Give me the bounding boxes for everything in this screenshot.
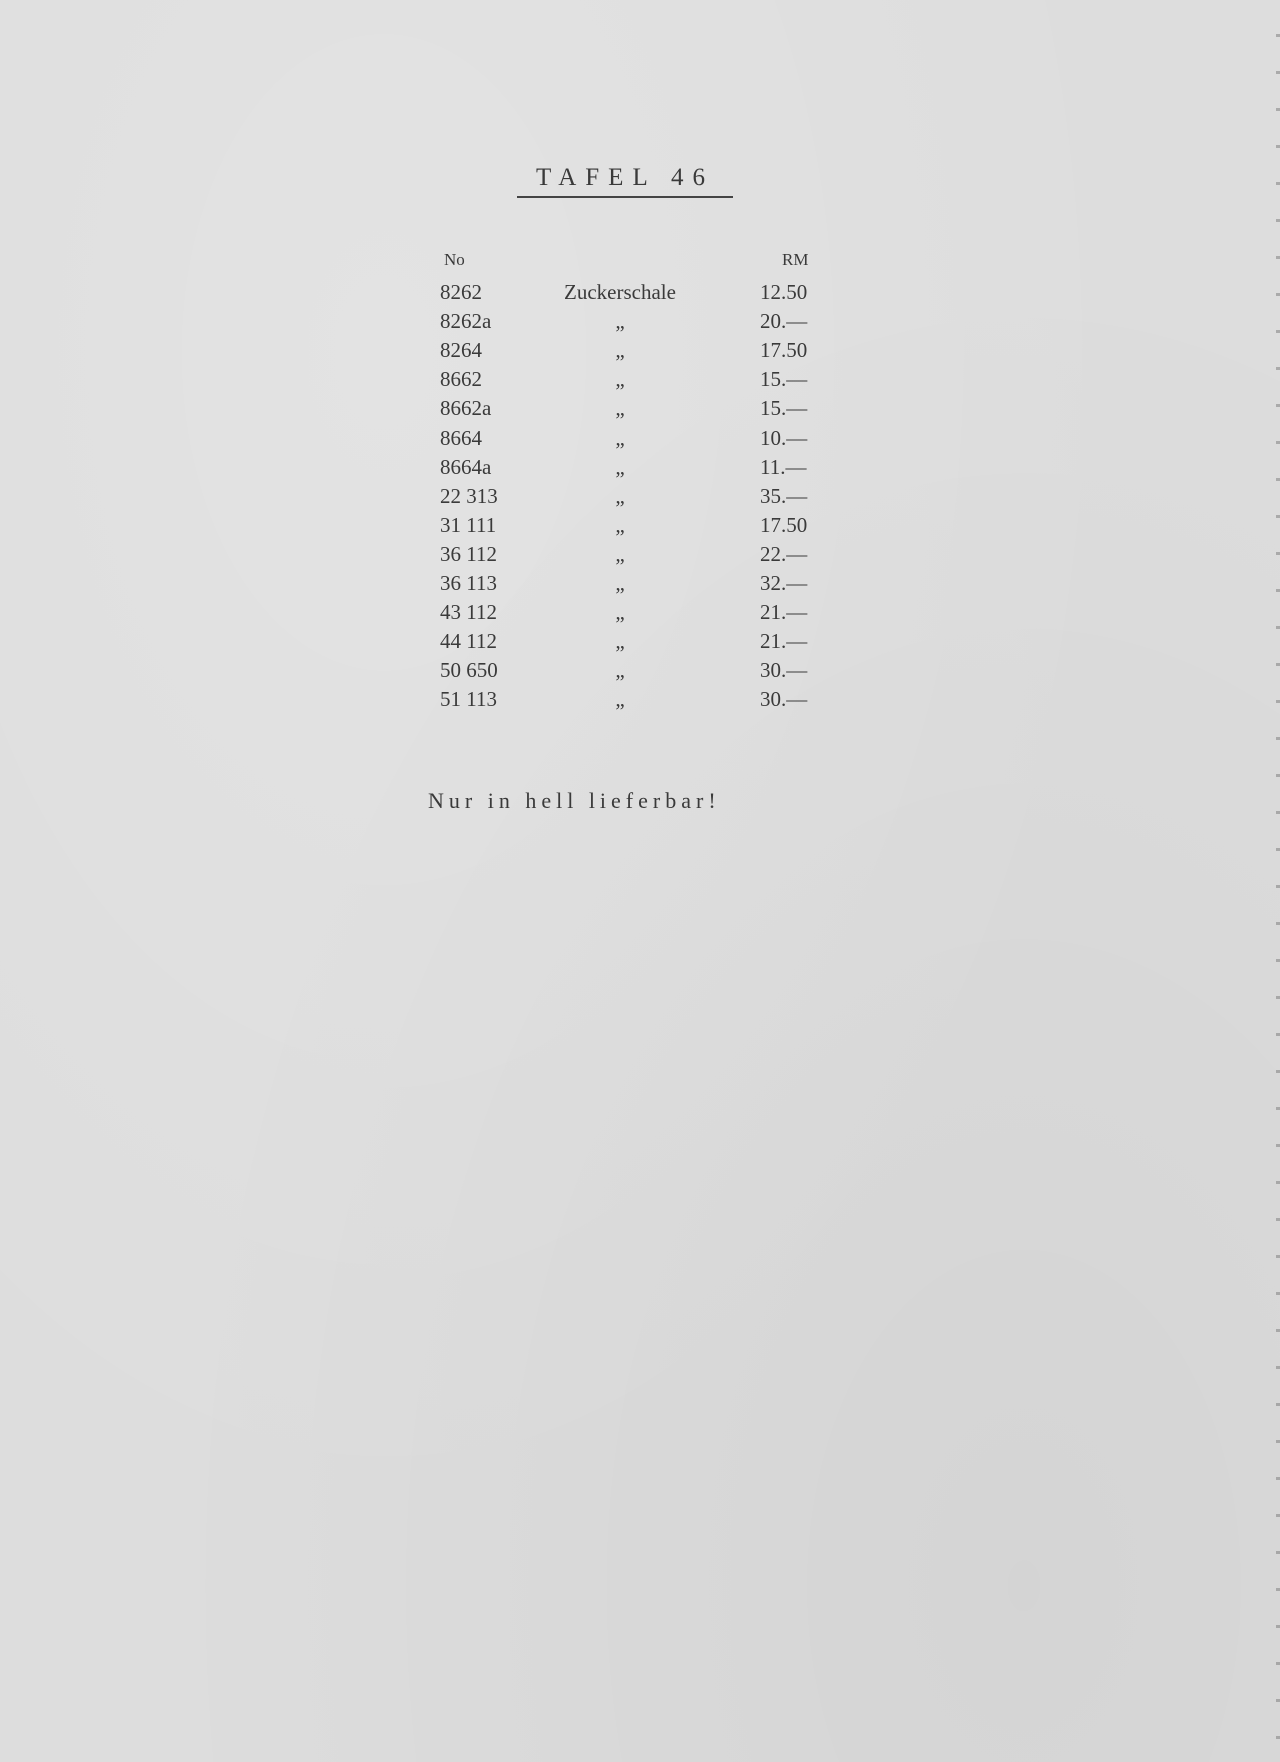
row-price: 15.— bbox=[760, 396, 808, 420]
row-description: „ bbox=[615, 542, 625, 566]
row-description: „ bbox=[615, 455, 625, 479]
row-description: „ bbox=[615, 367, 625, 391]
row-price: 35.— bbox=[760, 484, 808, 508]
row-description: „ bbox=[615, 687, 625, 711]
row-price: 20.— bbox=[760, 309, 808, 333]
header-price: RM bbox=[782, 250, 809, 269]
row-price: 10.— bbox=[760, 426, 808, 450]
row-item-number: 50 650 bbox=[440, 658, 498, 682]
row-price: 17.50 bbox=[760, 338, 808, 362]
page-edge-perforation bbox=[1276, 0, 1280, 1762]
header-no: No bbox=[444, 250, 465, 269]
row-description: „ bbox=[615, 571, 625, 595]
row-description: „ bbox=[615, 658, 625, 682]
row-description: „ bbox=[615, 309, 625, 333]
row-description: Zuckerschale bbox=[564, 280, 676, 304]
row-item-number: 8262a bbox=[440, 309, 492, 333]
row-description: „ bbox=[615, 396, 625, 420]
row-item-number: 36 113 bbox=[440, 571, 497, 595]
row-item-number: 43 112 bbox=[440, 600, 497, 624]
row-description: „ bbox=[615, 426, 625, 450]
row-item-number: 8264 bbox=[440, 338, 482, 362]
row-item-number: 8662a bbox=[440, 396, 492, 420]
row-price: 22.— bbox=[760, 542, 808, 566]
row-item-number: 8662 bbox=[440, 367, 482, 391]
row-price: 12.50 bbox=[760, 280, 808, 304]
row-item-number: 44 112 bbox=[440, 629, 497, 653]
row-description: „ bbox=[615, 600, 625, 624]
row-price: 11.— bbox=[760, 455, 807, 479]
page-title: TAFEL 46 bbox=[535, 164, 715, 191]
row-price: 17.50 bbox=[760, 513, 808, 537]
row-item-number: 31 111 bbox=[440, 513, 497, 537]
row-item-number: 36 112 bbox=[440, 542, 497, 566]
availability-note: Nur in hell lieferbar! bbox=[428, 788, 721, 813]
row-price: 32.— bbox=[760, 571, 808, 595]
row-price: 21.— bbox=[760, 629, 808, 653]
row-description: „ bbox=[615, 338, 625, 362]
row-price: 15.— bbox=[760, 367, 808, 391]
row-price: 30.— bbox=[760, 687, 808, 711]
row-description: „ bbox=[615, 484, 625, 508]
row-item-number: 8262 bbox=[440, 280, 482, 304]
row-item-number: 51 113 bbox=[440, 687, 497, 711]
row-price: 21.— bbox=[760, 600, 808, 624]
row-item-number: 22 313 bbox=[440, 484, 498, 508]
title-underline bbox=[517, 196, 733, 198]
row-description: „ bbox=[615, 513, 625, 537]
row-item-number: 8664a bbox=[440, 455, 492, 479]
row-description: „ bbox=[615, 629, 625, 653]
row-price: 30.— bbox=[760, 658, 808, 682]
row-item-number: 8664 bbox=[440, 426, 482, 450]
